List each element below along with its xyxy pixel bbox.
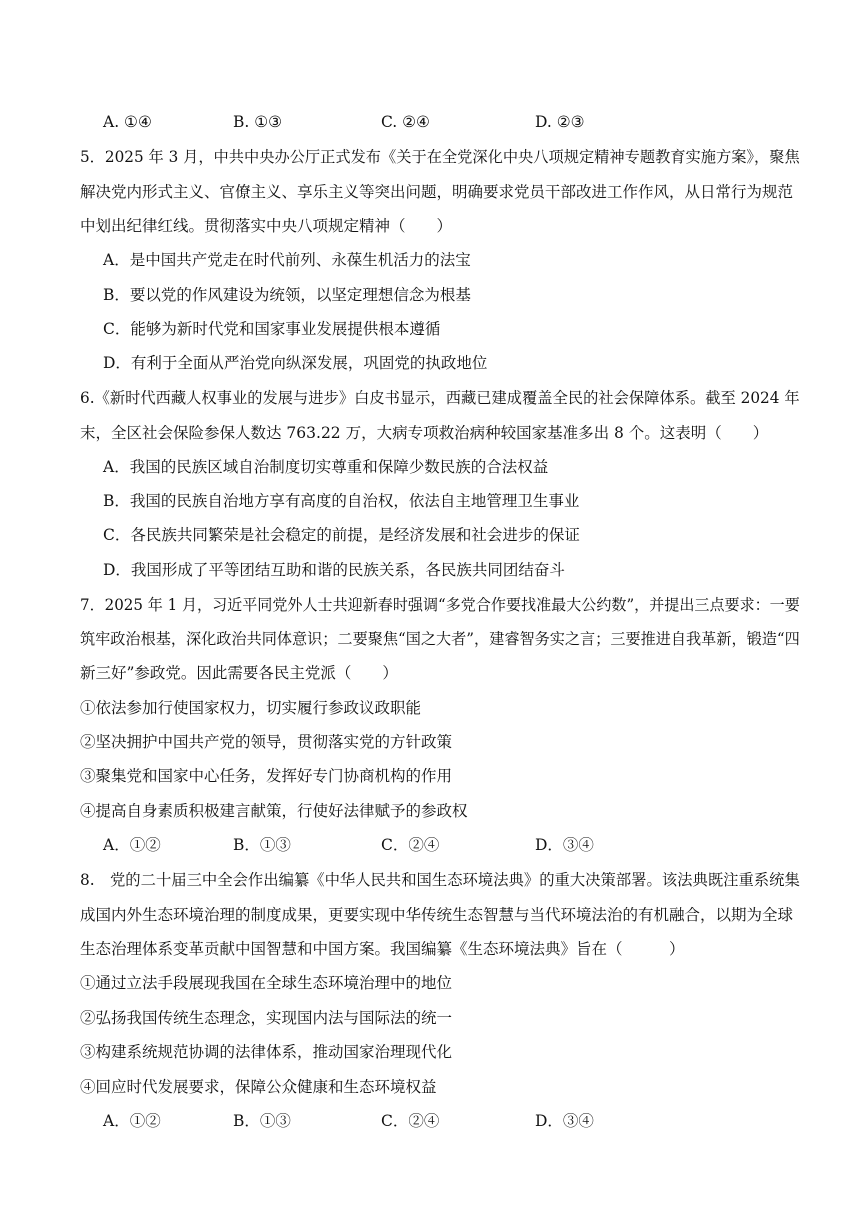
q4-option-b: B. ①③ [233,113,283,131]
q7-option-c: C．②④ [381,836,440,854]
q5-choice-d: D．有利于全面从严治党向纵深发展，巩固党的执政地位 [103,354,488,372]
q7-option-b: B．①③ [233,836,291,854]
q6-stem-line-1: 6.《新时代西藏人权事业的发展与进步》白皮书显示，西藏已建成覆盖全民的社会保障体系。截至 2024 年 [80,389,800,407]
q7-item-3: ③聚集党和国家中心任务，发挥好专门协商机构的作用 [80,767,453,785]
q5-stem-line-1: 5．2025 年 3 月，中共中央办公厅正式发布《关于在全党深化中央八项规定精神专题教育实施方案》，聚焦 [80,148,800,166]
q8-stem-line-1: 8. 党的二十届三中全会作出编纂《中华人民共和国生态环境法典》的重大决策部署。该法典既注重系统集 [80,871,800,889]
q8-option-c: C．②④ [381,1112,440,1130]
q7-item-1: ①依法参加行使国家权力，切实履行参政议政职能 [80,699,422,717]
q4-option-d: D. ②③ [535,113,585,131]
q6-choice-d: D．我国形成了平等团结互助和谐的民族关系，各民族共同团结奋斗 [103,561,565,579]
q8-item-2: ②弘扬我国传统生态理念，实现国内法与国际法的统一 [80,1009,453,1027]
q8-option-d: D．③④ [535,1112,594,1130]
q7-item-2: ②坚决拥护中国共产党的领导，贯彻落实党的方针政策 [80,733,453,751]
q8-option-a: A．①② [103,1112,161,1130]
q7-option-d: D．③④ [535,836,594,854]
q7-stem-line-2: 筑牢政治根基，深化政治共同体意识；二要聚焦“国之大者”，建睿智务实之言；三要推进自我革新，锻造“四 [80,630,800,648]
q7-stem-line-1: 7．2025 年 1 月，习近平同党外人士共迎新春时强调“多党合作要找准最大公约数”，并提出三点要求：一要 [80,596,800,614]
q6-choice-c: C．各民族共同繁荣是社会稳定的前提，是经济发展和社会进步的保证 [103,526,580,544]
q8-item-1: ①通过立法手段展现我国在全球生态环境治理中的地位 [80,974,453,992]
q5-choice-b: B．要以党的作风建设为统领，以坚定理想信念为根基 [103,286,471,304]
q5-choice-c: C．能够为新时代党和国家事业发展提供根本遵循 [103,320,441,338]
q7-item-4: ④提高自身素质积极建言献策，行使好法律赋予的参政权 [80,802,468,820]
q7-stem-line-3: 新三好”参政党。因此需要各民主党派（ ） [80,664,398,682]
q5-choice-a: A．是中国共产党走在时代前列、永葆生机活力的法宝 [103,251,471,269]
q8-stem-line-2: 成国内外生态环境治理的制度成果，更要实现中华传统生态智慧与当代环境法治的有机融合，以期为全球 [80,906,794,924]
q4-option-a: A. ①④ [103,113,152,131]
q6-choice-a: A．我国的民族区域自治制度切实尊重和保障少数民族的合法权益 [103,458,549,476]
q4-option-c: C. ②④ [381,113,430,131]
q8-item-4: ④回应时代发展要求，保障公众健康和生态环境权益 [80,1078,437,1096]
q6-stem-line-2: 末，全区社会保险参保人数达 763.22 万，大病专项救治病种较国家基准多出 8 个。这表明（ ） [80,424,769,442]
q6-choice-b: B．我国的民族自治地方享有高度的自治权，依法自主地管理卫生事业 [103,492,580,510]
q7-option-a: A．①② [103,836,161,854]
q8-stem-line-3: 生态治理体系变革贡献中国智慧和中国方案。我国编纂《生态环境法典》旨在（ ） [80,940,685,958]
q5-stem-line-3: 中划出纪律红线。贯彻落实中央八项规定精神（ ） [80,217,453,235]
q8-option-b: B．①③ [233,1112,291,1130]
q8-item-3: ③构建系统规范协调的法律体系，推动国家治理现代化 [80,1043,453,1061]
q5-stem-line-2: 解决党内形式主义、官僚主义、享乐主义等突出问题，明确要求党员干部改进工作作风，从日常行为规范 [80,183,794,201]
